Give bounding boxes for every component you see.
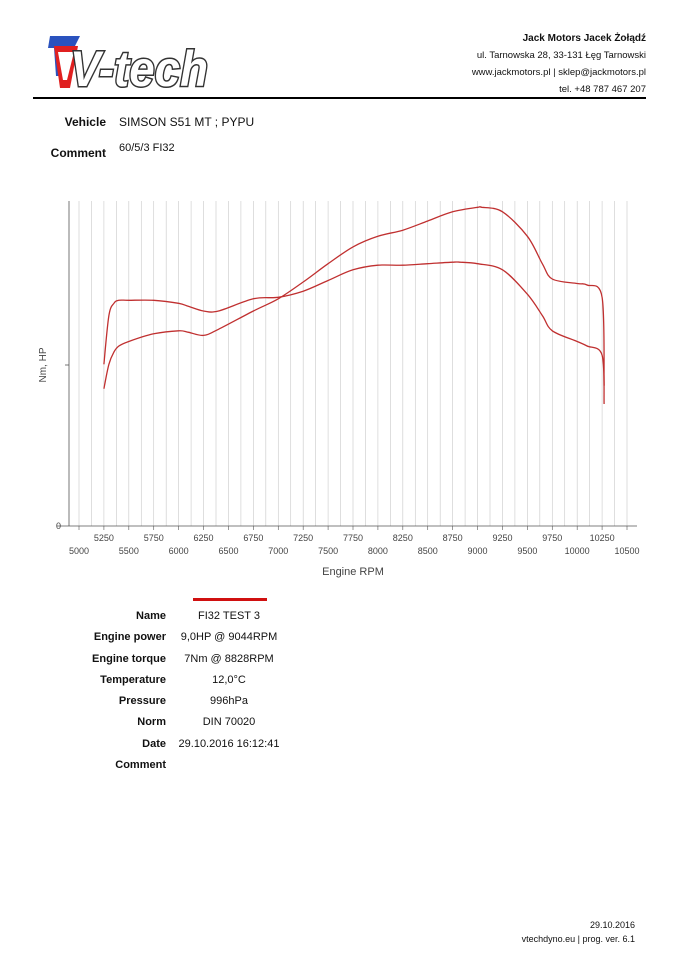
vtech-logo bbox=[40, 28, 210, 100]
info-pressure-value: 996hPa bbox=[210, 695, 248, 707]
info-comment-label: Comment bbox=[115, 759, 166, 771]
y-axis-label: Nm, HP bbox=[38, 347, 49, 383]
x-tick-label: 9000 bbox=[467, 546, 488, 556]
info-power-label: Engine power bbox=[93, 631, 166, 643]
dyno-chart bbox=[0, 195, 679, 585]
x-tick-label: 9500 bbox=[517, 546, 538, 556]
info-name-label: Name bbox=[136, 610, 166, 622]
chart-axes bbox=[57, 201, 637, 526]
legend-line-swatch bbox=[193, 598, 267, 601]
x-tick-label: 9250 bbox=[492, 533, 513, 543]
info-norm-value: DIN 70020 bbox=[202, 716, 256, 728]
x-tick-label: 7750 bbox=[342, 533, 364, 543]
vehicle-value: SIMSON S51 MT ; PYPU bbox=[119, 115, 255, 129]
header-divider bbox=[33, 97, 646, 99]
x-tick-label: 5000 bbox=[68, 546, 90, 556]
x-tick-label: 10500 bbox=[614, 546, 640, 556]
vehicle-label: Vehicle bbox=[64, 115, 106, 129]
footer-program: vtechdyno.eu | prog. ver. 6.1 bbox=[521, 934, 635, 944]
info-torque-value: 7Nm @ 8828RPM bbox=[184, 653, 274, 665]
info-temperature-value: 12,0°C bbox=[212, 674, 246, 686]
x-tick-label: 5500 bbox=[118, 546, 139, 556]
x-tick-label: 7000 bbox=[268, 546, 289, 556]
x-tick-label: 8000 bbox=[367, 546, 388, 556]
x-tick-label: 6500 bbox=[218, 546, 239, 556]
info-norm-label: Norm bbox=[137, 716, 166, 728]
x-tick-label: 6750 bbox=[243, 533, 264, 543]
x-tick-label: 9750 bbox=[542, 533, 563, 543]
x-tick-label: 8250 bbox=[392, 533, 413, 543]
info-date-label: Date bbox=[142, 738, 166, 750]
footer bbox=[522, 918, 635, 946]
x-tick-label: 6250 bbox=[193, 533, 214, 543]
info-pressure-label: Pressure bbox=[118, 695, 166, 707]
x-axis-label: Engine RPM bbox=[322, 566, 384, 578]
x-tick-label: 10250 bbox=[589, 533, 615, 543]
x-tick-label: 7500 bbox=[318, 546, 339, 556]
x-tick-label: 8750 bbox=[442, 533, 463, 543]
x-tick-label: 8500 bbox=[417, 546, 438, 556]
info-torque-label: Engine torque bbox=[92, 653, 166, 665]
company-address: ul. Tarnowska 28, 33-131 Łęg Tarnowski bbox=[476, 50, 646, 61]
company-web-mail: www.jackmotors.pl | sklep@jackmotors.pl bbox=[471, 67, 646, 78]
x-tick-label: 5250 bbox=[93, 533, 114, 543]
comment-value: 60/5/3 FI32 bbox=[119, 142, 175, 154]
y-tick-label: 0 bbox=[55, 521, 61, 531]
x-tick-label: 5750 bbox=[143, 533, 164, 543]
x-tick-label: 6000 bbox=[168, 546, 189, 556]
company-info bbox=[472, 30, 646, 98]
comment-label: Comment bbox=[50, 146, 106, 160]
chart-grid bbox=[79, 201, 627, 526]
info-temperature-label: Temperature bbox=[100, 674, 166, 686]
info-power-value: 9,0HP @ 9044RPM bbox=[180, 631, 278, 643]
info-name-value: FI32 TEST 3 bbox=[198, 610, 260, 622]
x-tick-label: 10000 bbox=[564, 546, 590, 556]
info-date-value: 29.10.2016 16:12:41 bbox=[178, 738, 280, 750]
logo-text: V-tech bbox=[70, 41, 208, 97]
x-tick-label: 7250 bbox=[293, 533, 314, 543]
company-phone: tel. +48 787 467 207 bbox=[559, 84, 646, 95]
footer-date: 29.10.2016 bbox=[589, 920, 635, 930]
company-name: Jack Motors Jacek Żołądź bbox=[522, 33, 646, 44]
